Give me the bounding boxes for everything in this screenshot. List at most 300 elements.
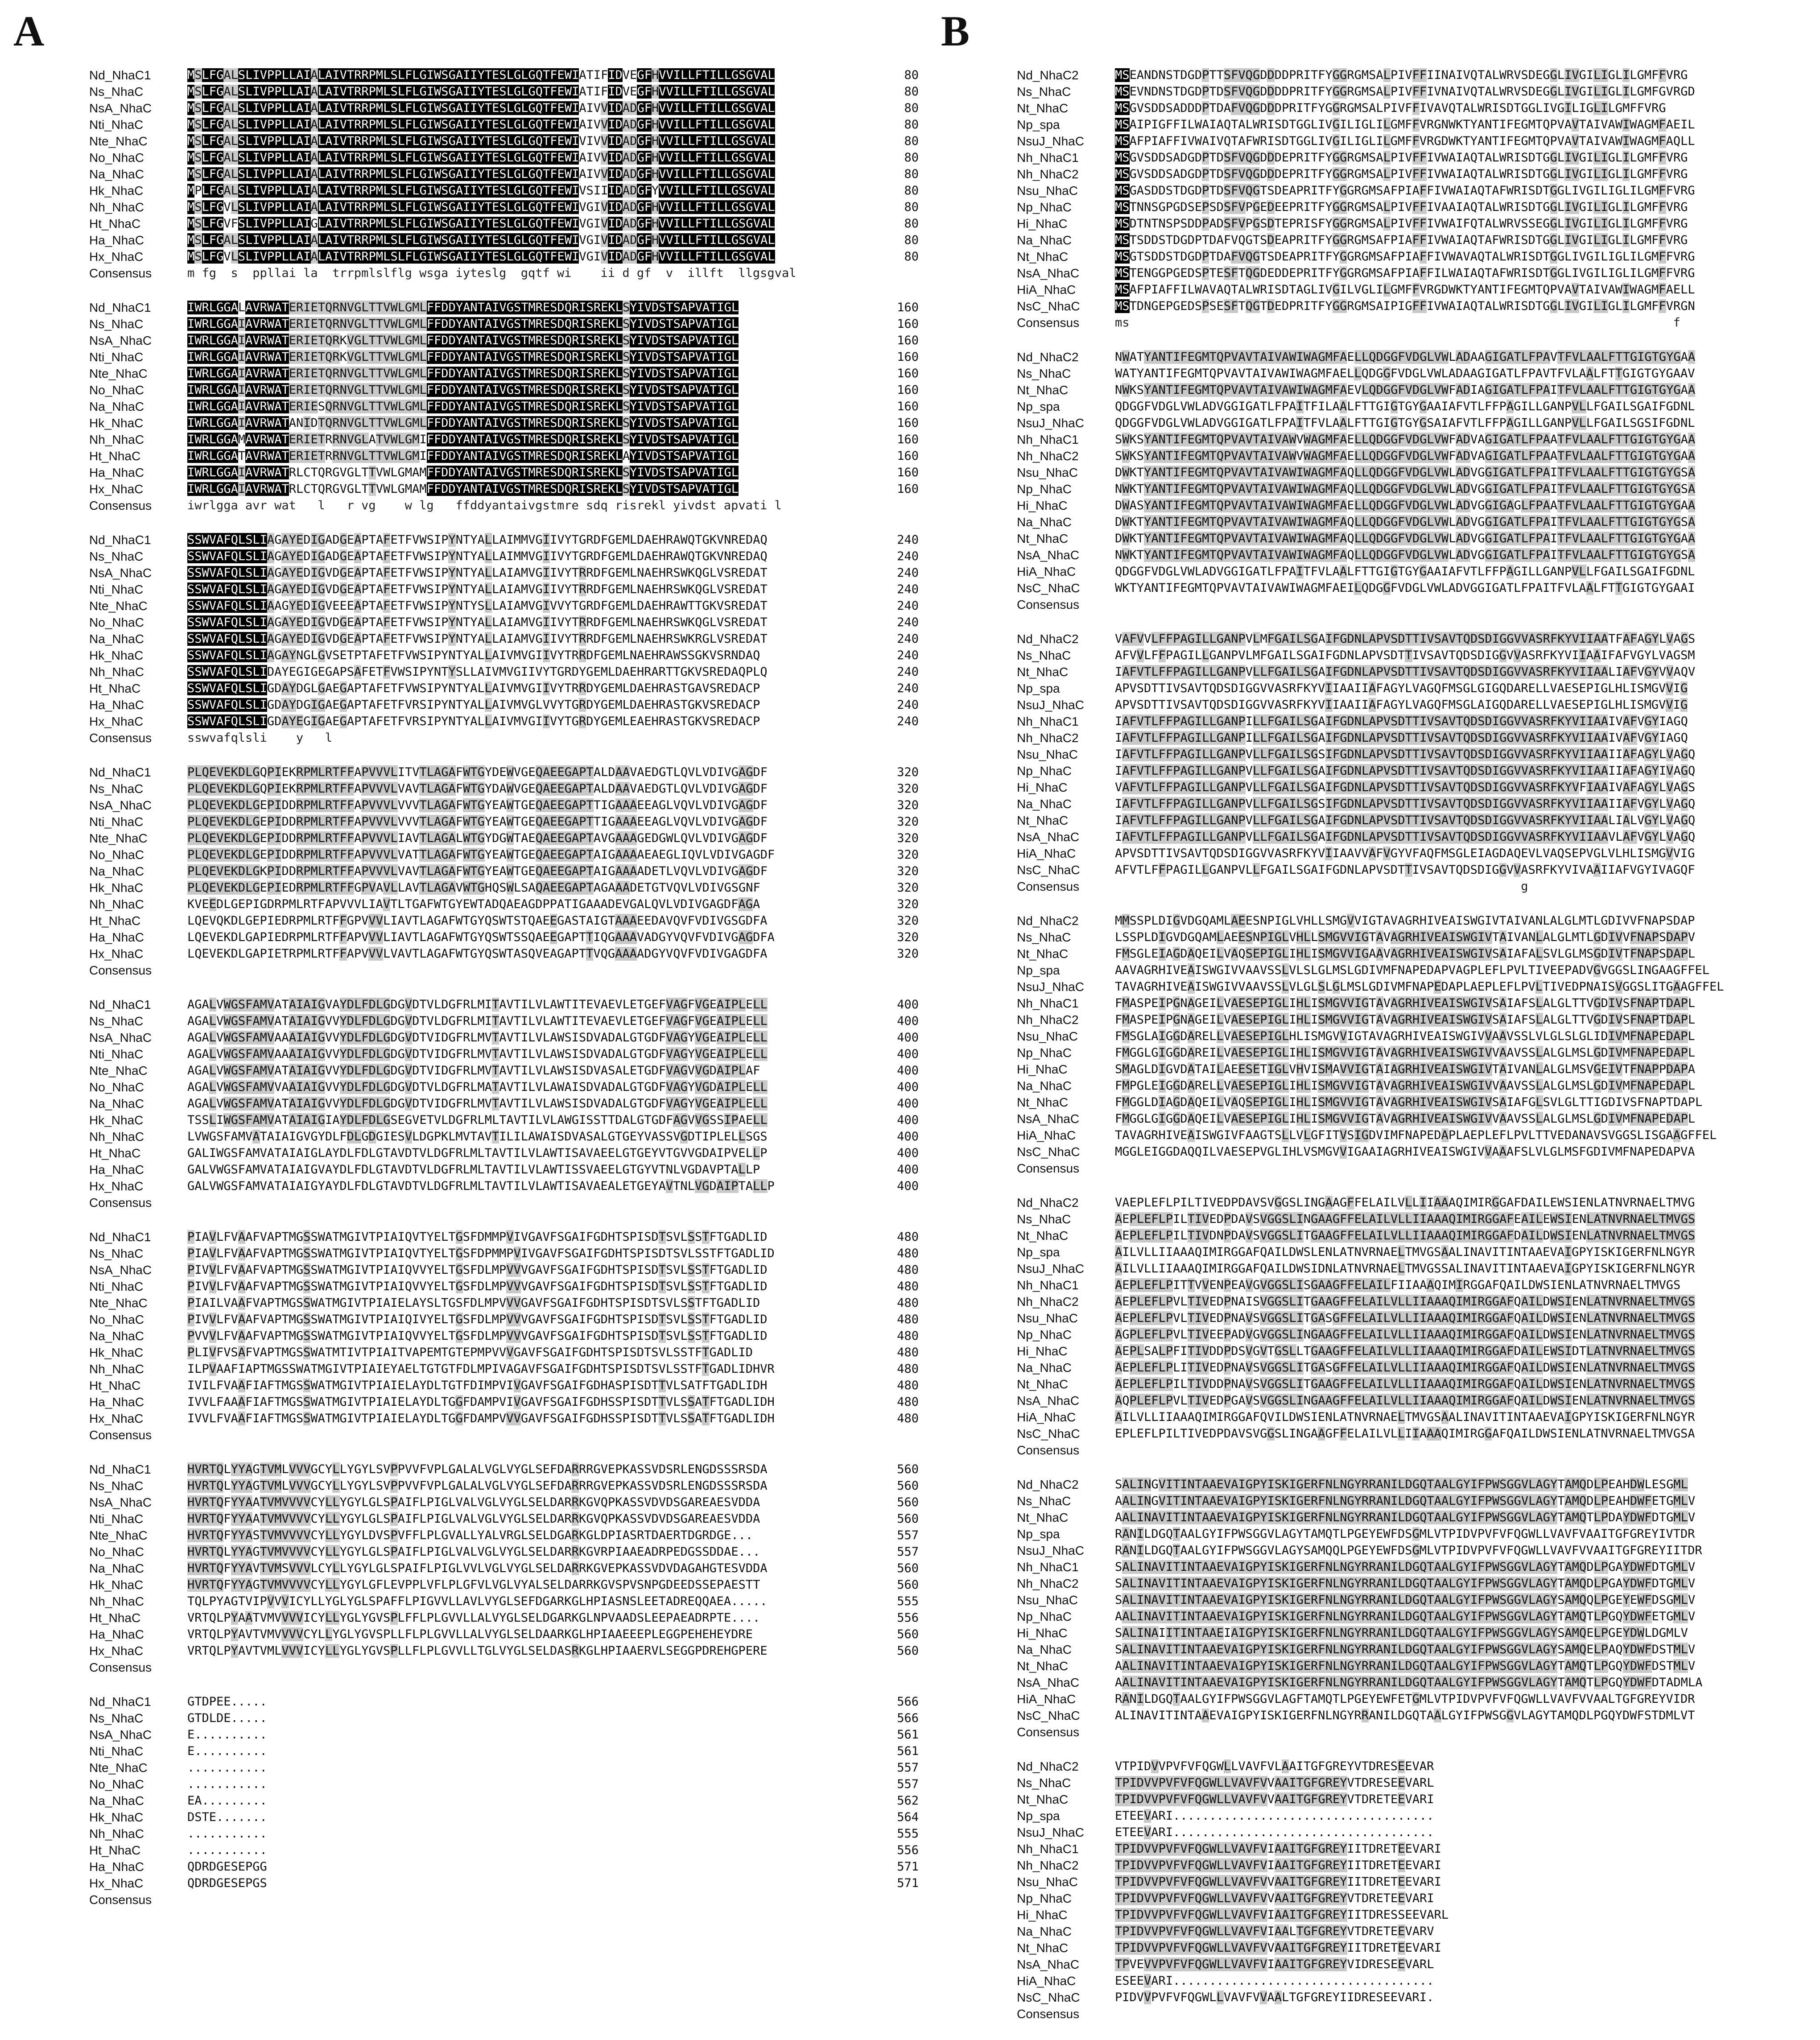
sequence-position — [1793, 1775, 1820, 1791]
sequence-name: Nh_NhaC2 — [1017, 1577, 1079, 1590]
sequence-row — [1017, 116, 1820, 133]
consensus-label: Consensus — [89, 499, 152, 512]
sequence-residues: PIAVLFVAAFVAPTMGSSWATMGIVTPIAIQVTYELTGSFDPMMPVIVGAVFSGAIFGDHTSPISDTSVLSSTFTGADLID — [187, 1247, 775, 1260]
sequence-row — [1017, 563, 1820, 580]
sequence-name: Nd_NhaC2 — [1017, 68, 1079, 82]
sequence-row — [89, 1410, 919, 1427]
sequence-residues: PIAILVAAFVAPTMGSSWATMGIVTPIAIELAYSLTGSFDLMPVVVGAVFSGAIFGDHTSPISDTSVLSSTFTGADLID — [187, 1296, 760, 1310]
sequence-row — [1017, 1211, 1820, 1227]
sequence-row — [89, 1743, 919, 1759]
sequence-position: 320 — [897, 864, 919, 878]
sequence-name: Hx_NhaC — [89, 1412, 144, 1425]
sequence-position: 80 — [904, 85, 919, 99]
sequence-position — [1793, 1310, 1820, 1326]
sequence-residues: HVRTQFYYAVTVMSVVVLCYLLYGYLGLSPAIFLPIGLVVLVGLVYGLSELDARRKGVEPKASSVDVDAGAHGTESVDDA — [187, 1561, 768, 1575]
sequence-row — [1017, 1758, 1820, 1775]
sequence-position — [1793, 1012, 1820, 1028]
sequence-row — [89, 1560, 919, 1577]
sequence-position — [1793, 1061, 1820, 1078]
sequence-residues: NWATYANTIFEGMTQPVAVTAIVAWIWAGMFAELLQDGGFVDGLVWLADAAGIGATLFPAVTFVLAALFTTGIGTGYGAA — [1115, 350, 1696, 364]
sequence-name: Nt_NhaC — [1017, 1941, 1069, 1955]
sequence-residues: IAFVTLFFPAGILLGANPVLLFGAILSGAIFGDNLAPVSDTTIVSAVTQDSDIGGVVASRFKYVIIAALIAFVGYVVAQV — [1115, 665, 1696, 679]
sequence-position: 480 — [897, 1230, 919, 1244]
sequence-residues: PLQEVEKDLGQPIEKRPMLRTFFAPVVVLVAVTLAGAFWTGYDAWVGEQAEEGAPTALDAAVAEDGTLQVLVDIVGAGDF — [187, 782, 768, 796]
sequence-residues: FMASPEIPGNAGEILVAESEPIGLIHLISMGVVIGTAVAGRHIVEAISWGIVSAIAFSLALGLTTVGDIVSFNAPTDAPL — [1115, 1013, 1696, 1027]
sequence-name: Hk_NhaC — [89, 184, 144, 198]
sequence-row — [1017, 1326, 1820, 1343]
sequence-row — [89, 1544, 919, 1560]
alignment-block — [89, 67, 919, 281]
sequence-position: 80 — [904, 200, 919, 214]
sequence-name: Nti_NhaC — [89, 1280, 144, 1293]
sequence-position: 160 — [897, 383, 919, 397]
alignment-block — [1017, 631, 1820, 895]
alignment-block — [89, 1461, 919, 1676]
sequence-row — [1017, 929, 1820, 946]
sequence-residues: MSTDNGEPGEDSPSESFTQGTDEDPRITFYGGRGMSAIPIGFFIVWAIAQTALWRISDTGGLIVGILIGLILGMFFVRGN — [1115, 299, 1695, 313]
sequence-row — [89, 1759, 919, 1776]
sequence-position: 560 — [897, 1479, 919, 1493]
sequence-position: 80 — [904, 134, 919, 148]
sequence-row — [89, 166, 919, 182]
consensus-row — [89, 1891, 919, 1908]
alignment-block — [1017, 67, 1820, 331]
sequence-position: 400 — [897, 1047, 919, 1061]
sequence-position: 320 — [897, 798, 919, 812]
sequence-position — [1793, 1758, 1820, 1775]
sequence-name: NsA_NhaC — [89, 566, 152, 580]
sequence-row — [1017, 763, 1820, 779]
sequence-position — [1793, 398, 1820, 415]
sequence-residues: DWKTYANTIFEGMTQPVAVTAIVAWIWAGMFAQLLQDGGFVDGLVWLADVGGIGATLFPAITFVLAALFTTGIGTGYGAA — [1115, 532, 1696, 545]
sequence-position — [1793, 481, 1820, 497]
sequence-row — [89, 1710, 919, 1726]
sequence-name: Ns_NhaC — [89, 1479, 144, 1493]
sequence-row — [89, 1128, 919, 1145]
sequence-residues: ........... — [187, 1761, 267, 1775]
sequence-name: Nd_NhaC1 — [89, 1462, 151, 1476]
sequence-residues: IAFVTLFFPAGILLGANPVLLFGAILSGAIFGDNLAPVSDTTIVSAVTQDSDIGGVVASRFKYVIIAAVLAFVGYLVAGQ — [1115, 830, 1696, 844]
sequence-position: 480 — [897, 1280, 919, 1293]
sequence-residues: NWKTYANTIFEGMTQPVAVTAIVAWIWAGMFAQLLQDGGFVDGLVWLADVGGIGATLFPAITFVLAALFTTGIGTGYGSA — [1115, 548, 1696, 562]
sequence-residues: HVRTQFYYAGTVMVVVVCYLLYGYLGFLEVPPLVFLPLGFVLVGLVYALSELDARRKGVSPVSNPGDEEDSSEPAESTT — [187, 1578, 760, 1592]
sequence-residues: APVSDTTIVSAVTQDSDIGGVVASRFKYVIIAAIIAFAGYLVAGQFMSGLAIGQDARELLVAESEPIGLHLISMGVVIG — [1115, 698, 1688, 712]
sequence-residues: AGPLEFLPVLTIVEEPADVGVGGSLINGAAGFFELAILVLLIIAAAQIMIRGGAFQAILDWSIENLATNVRNAELTMVGS — [1115, 1328, 1696, 1342]
sequence-row — [89, 1262, 919, 1278]
sequence-position: 320 — [897, 914, 919, 928]
sequence-position — [1793, 1707, 1820, 1724]
sequence-row — [1017, 215, 1820, 232]
sequence-row — [89, 1858, 919, 1875]
sequence-row — [1017, 481, 1820, 497]
sequence-row — [89, 1610, 919, 1626]
sequence-position — [1793, 563, 1820, 580]
sequence-position — [1793, 1973, 1820, 1989]
sequence-position: 320 — [897, 881, 919, 895]
sequence-row — [1017, 67, 1820, 83]
sequence-position: 80 — [904, 217, 919, 231]
sequence-residues: QDRDGESEPGG — [187, 1860, 267, 1874]
sequence-row — [89, 1842, 919, 1858]
sequence-name: No_NhaC — [89, 848, 144, 862]
sequence-name: Np_spa — [1017, 1245, 1060, 1259]
sequence-row — [1017, 1078, 1820, 1094]
sequence-name: Hk_NhaC — [89, 648, 144, 662]
sequence-position: 240 — [897, 615, 919, 629]
consensus-sequence: ms f — [1115, 316, 1680, 330]
sequence-residues: AALINAVITINTAAEVAIGPYISKIGERFNLNGYRRANILDGQTAALGYIFPWSGGVLAGYTAMQTLPGQYDWFETGMLV — [1115, 1610, 1696, 1623]
sequence-position: 480 — [897, 1296, 919, 1310]
sequence-position — [1793, 1359, 1820, 1376]
sequence-position: 320 — [897, 947, 919, 961]
sequence-position: 160 — [897, 367, 919, 380]
sequence-residues: IVVLFVAAFIAFTMGSSWATMGIVTPIAIELAYDLTGGFDAMPVVVGAVFSGAIFGDHSSPISDTTVLSSATFTGADLIDH — [187, 1412, 775, 1425]
sequence-name: Ha_NhaC — [89, 1627, 144, 1641]
sequence-row — [1017, 1227, 1820, 1244]
sequence-row — [1017, 1608, 1820, 1625]
sequence-row — [1017, 1343, 1820, 1359]
sequence-residues: AEPLEFLPITTVVENPEAVGVGGSLISGAAGFFELAILFIIAAAQIMIRGGAFQAILDWSIENLATNVRNAELTMVGS — [1115, 1278, 1681, 1292]
sequence-name: HiA_NhaC — [1017, 847, 1076, 860]
consensus-row — [89, 730, 919, 746]
sequence-row — [89, 1377, 919, 1394]
sequence-position — [1793, 631, 1820, 647]
consensus-sequence: m fg s ppllai la trrpmlslflg wsga iyteslg gqtf wi ii d gf v illft llgsgval — [187, 266, 797, 280]
sequence-residues: VRTQLPYAATVMVVVVICYLLYGLYGVSPLFFLPLGVVLLALVYGLSELDGARKGLNPVAADSLEEPAEADRPTE.... — [187, 1611, 760, 1625]
sequence-name: Nh_NhaC1 — [1017, 1560, 1079, 1574]
consensus-row — [89, 1659, 919, 1676]
sequence-position — [1793, 1028, 1820, 1045]
sequence-name: NsuJ_NhaC — [1017, 134, 1084, 148]
panel-b — [928, 0, 1820, 2021]
sequence-row — [1017, 199, 1820, 215]
sequence-name: NsA_NhaC — [89, 334, 152, 347]
sequence-row — [1017, 530, 1820, 547]
sequence-row — [1017, 1061, 1820, 1078]
sequence-residues: ALINAVITINTAAEVAIGPYISKIGERFNLNGYRRANILDGQTAALGYIFPWSGGVLAGYTAMQDLPGQYDWFSTDMLVT — [1115, 1709, 1695, 1722]
sequence-row — [89, 1161, 919, 1178]
consensus-label: Consensus — [1017, 2007, 1080, 2021]
sequence-residues: AGALVWGSFAMVAAAIAIGVVYDLFDLGDGVDTVIDGFRLMVTAVTILVLAWSISDVADALGTGDFVAGYVGEAIPLELL — [187, 1047, 768, 1061]
sequence-position — [1793, 1392, 1820, 1409]
sequence-residues: TPIDVVPVFVFQGWLLVAVFVIAAITGFGREYIITDRESSEEVARL — [1115, 1908, 1449, 1922]
sequence-row — [1017, 83, 1820, 100]
sequence-residues: FMGGLGIGGDAQEILVAESEPIGLIHLISMGVVIGTAVAGRHIVEAISWGIVVAAVSSLALGLMSLGDIVMFNAPEDAPL — [1115, 1112, 1696, 1126]
sequence-name: Na_NhaC — [89, 1561, 144, 1575]
sequence-position: 566 — [897, 1695, 919, 1709]
consensus-row — [1017, 596, 1820, 613]
sequence-position: 80 — [904, 250, 919, 264]
sequence-row — [89, 365, 919, 382]
sequence-residues: FMGGLDIAGDAQEILVAQSEPIGLIHLISMGVVIGTAVAGRHIVEAISWGIVSAIAFGLSVLGLTTIGDIVSFNAPTDAPL — [1115, 1095, 1703, 1109]
sequence-name: Np_spa — [1017, 1809, 1060, 1823]
sequence-name: Ht_NhaC — [89, 1146, 141, 1160]
sequence-row — [89, 100, 919, 116]
sequence-residues: SSWVAFQLSLIAGAYEDIGVDGEAPTAFETFVWSIPYNTYALLAIAMVGIIVYTRRDFGEMLNAEHRSWKQGLVSREDAT — [187, 566, 768, 580]
sequence-row — [1017, 547, 1820, 563]
sequence-residues: MSLFGVFSLIVPPLLAIGLAIVTRRPMLSLFLGIWSGAIIYTESLGLGQTFEWIVGIVIDADGFHVVILLFTILLGSGVAL — [187, 217, 775, 231]
sequence-row — [89, 1095, 919, 1112]
sequence-row — [1017, 1973, 1820, 1989]
sequence-position: 240 — [897, 698, 919, 712]
sequence-residues: MSLFGVLSLIVPPLLAIALAIVTRRPMLSLFLGIWSGAIIYTESLGLGQTFEWIVGIVIDADGFHVVILLFTILLGSGVAL — [187, 250, 775, 264]
sequence-residues: MSGASDDSTDGDPTDSFVQGTSDEAPRITFYGGRGMSAFPIAFFIVWAIAQTAFWRISDTGGLIVGILIGLILGMFFVRG — [1115, 184, 1695, 198]
sequence-position — [1793, 647, 1820, 664]
sequence-name: Na_NhaC — [1017, 1361, 1072, 1375]
sequence-position: 240 — [897, 533, 919, 547]
sequence-row — [89, 1511, 919, 1527]
consensus-label: Consensus — [89, 963, 152, 977]
sequence-row — [89, 713, 919, 730]
sequence-position: 480 — [897, 1379, 919, 1392]
sequence-position: 240 — [897, 632, 919, 646]
sequence-row — [1017, 1707, 1820, 1724]
sequence-position — [1793, 1641, 1820, 1658]
sequence-residues: AILVLLIIAAAQIMIRGGAFQAILDWSLENLATNVRNAELTMVGSAALINAVITINTAAEVAIGPYISKIGERFNLNGYR — [1115, 1245, 1695, 1259]
consensus-row — [1017, 1160, 1820, 1177]
sequence-residues: AILVLLIIAAAQIMIRGGAFQAILDWSIDNLATNVRNAELTMVGSSALINAVITINTAAEVAIGPYISKIGERFNLNGYR — [1115, 1262, 1695, 1276]
sequence-position: 400 — [897, 1031, 919, 1045]
sequence-position: 80 — [904, 118, 919, 132]
sequence-row — [89, 464, 919, 481]
sequence-name: Np_spa — [1017, 1527, 1060, 1541]
sequence-position — [1793, 448, 1820, 464]
sequence-position: 240 — [897, 599, 919, 613]
sequence-name: Hx_NhaC — [89, 1876, 144, 1890]
sequence-name: Nh_NhaC — [89, 897, 144, 911]
sequence-residues: DSTE....... — [187, 1810, 267, 1824]
sequence-name: Np_NhaC — [1017, 764, 1072, 778]
sequence-residues: FMGGLGIGGDAREILVAESEPIGLIHLISMGVVIGTAVAGRHIVEAISWGIVVAAVSSLALGLMSLGDIVMFNAPEDAPL — [1115, 1046, 1696, 1060]
sequence-position: 557 — [897, 1545, 919, 1559]
sequence-residues: AEPLEFLPILTIVDDPNAVSVGGSLITGAAGFFELAILVLLIIAAAQIMIRGGAFQAILDWSIENLATNVRNAELTMVGS — [1115, 1377, 1696, 1391]
consensus-label: Consensus — [1017, 880, 1080, 893]
sequence-residues: HVRTQLYYAGTVMLVVVGCYLLYGYLSVPPVVFVPLGALALVGLVYGLSEFDARRRGVEPKASSVDSRLENGDSSSRSDA — [187, 1462, 768, 1476]
sequence-position — [1793, 116, 1820, 133]
sequence-name: Nt_NhaC — [1017, 1095, 1069, 1109]
sequence-position — [1793, 1575, 1820, 1592]
sequence-position — [1793, 133, 1820, 149]
sequence-residues: RANILDGQTAALGYIFPWSGGVLAGYSAMQQLPGEYEWFDSGMLVTPIDVPVFVFQGWLLVAVFVVAAITGFGREYIITDR — [1115, 1544, 1702, 1557]
sequence-row — [1017, 995, 1820, 1012]
sequence-residues: DWASYANTIFEGMTQPVAVTAIVAWIWAGMFAELLQDGGFVDGLVWLADVGGIGAGLFPAATFVLAALFTTGIGTGYGAA — [1115, 499, 1696, 512]
sequence-residues: TPIDVVPVFVFQGWLLVAVFVVAAITGFGREYIITDRETEEVARI — [1115, 1941, 1441, 1955]
sequence-position — [1793, 779, 1820, 796]
sequence-name: Nte_NhaC — [89, 367, 148, 380]
sequence-residues: PLQEVEKDLGEPIDDRPMLRTFFAPVVVLVVVTLAGAFWTGYEAWTGEQAEEGAPTTIGAAAEEAGLVQVLVDIVGAGDF — [187, 798, 768, 812]
sequence-row — [89, 299, 919, 316]
sequence-name: Hk_NhaC — [89, 416, 144, 430]
sequence-residues: MSLFGALSLIVPPLLAIALAIVTRRPMLSLFLGIWSGAIIYTESLGLGQTFEWIAIVVIDADGFHVVILLFTILLGSGVAL — [187, 167, 775, 181]
sequence-row — [1017, 1641, 1820, 1658]
sequence-name: Nh_NhaC1 — [1017, 151, 1079, 165]
sequence-residues: SSWVAFQLSLIAGAYNGLGVSETPTAFETFVWSIPYNTYALLAIVMVGIIVYTRRDFGEMLNAEHRAWSSGKVSRNDAQ — [187, 648, 760, 662]
sequence-position — [1793, 1343, 1820, 1359]
sequence-residues: AEPLSALPFITIVDDPDSVGVTGSLLTGAAGFFELAILVLLIIAAAQIMIRGGAFDAILEWSIDTLATNVRNAELTMVGS — [1115, 1344, 1696, 1358]
sequence-row — [89, 1577, 919, 1593]
sequence-position: 560 — [897, 1644, 919, 1658]
sequence-name: Nti_NhaC — [89, 1047, 144, 1061]
sequence-position — [1793, 1559, 1820, 1575]
sequence-position — [1793, 1542, 1820, 1559]
sequence-name: NsC_NhaC — [1017, 1427, 1080, 1441]
sequence-residues: AILVLLIIAAAQIMIRGGAFQVILDWSIENLATNVRNAELTMVGSAALINAVITINTAAEVAIGPYISKIGERFNLNGYR — [1115, 1410, 1695, 1424]
sequence-name: No_NhaC — [89, 1777, 144, 1791]
sequence-position: 320 — [897, 765, 919, 779]
sequence-name: Np_NhaC — [1017, 1328, 1072, 1342]
consensus-label: Consensus — [1017, 1161, 1080, 1175]
sequence-name: Ns_NhaC — [1017, 648, 1071, 662]
sequence-row — [89, 332, 919, 349]
sequence-residues: ........... — [187, 1843, 267, 1857]
sequence-position: 557 — [897, 1528, 919, 1542]
sequence-row — [1017, 1575, 1820, 1592]
sequence-residues: PLQEVEKDLGKPIDDRPMLRTFFAPVVVLVAVTLAGAFWTGYEAWTGEQAEEGAPTAIGAAAADETLVQVLVDIVGAGDF — [187, 864, 768, 878]
sequence-name: Ha_NhaC — [89, 1860, 144, 1874]
sequence-row — [1017, 1028, 1820, 1045]
sequence-row — [89, 1494, 919, 1511]
sequence-residues: LQEVEKDLGAPIEDRPMLRTFFAPVVVLIAVTLAGAFWTGYQSWTSSQAEEGAPTTIQGAAAVADGYVQVFVDIVGAGDFA — [187, 930, 775, 944]
sequence-name: Na_NhaC — [89, 1329, 144, 1343]
sequence-row — [1017, 812, 1820, 829]
sequence-row — [1017, 298, 1820, 314]
sequence-residues: IWRLGGAIAVRWATERIETQRKVGLTTVWLGMLFFDDYANTAIVGSTMRESDQRISREKLSYIVDSTSAPVATIGL — [187, 350, 739, 364]
sequence-name: Nh_NhaC2 — [1017, 731, 1079, 745]
sequence-position: 562 — [897, 1794, 919, 1808]
sequence-position: 80 — [904, 68, 919, 82]
sequence-residues: AEPLEFLPVLTIVEDPNAISVGGSLITGAAGFFELAILVLLIIAAAQIMIRGGAFQAILDWSIENLATNVRNAELTMVGS — [1115, 1295, 1696, 1309]
sequence-name: Na_NhaC — [89, 167, 144, 181]
sequence-position — [1793, 1045, 1820, 1061]
sequence-residues: IAFVTLFFPAGILLGANPVLLFGAILSGSIFGDNLAPVSDTTIVSAVTQDSDIGGVVASRFKYVIIAAIIAFVGYLVAGQ — [1115, 797, 1696, 811]
sequence-row — [89, 382, 919, 398]
sequence-row — [89, 1245, 919, 1262]
sequence-name: NsC_NhaC — [1017, 581, 1080, 595]
sequence-position — [1793, 1989, 1820, 2006]
sequence-position — [1793, 746, 1820, 763]
sequence-residues: QDGGFVDGLVWLADVGGIGATLFPAITFVLAALFTTGIGTGYGAAIAFVTLFFPAGILLGANPVLLFGAILSGAIFGDNL — [1115, 565, 1695, 578]
sequence-name: NsA_NhaC — [1017, 1394, 1080, 1408]
sequence-name: Nsu_NhaC — [1017, 1311, 1078, 1325]
sequence-name: Nd_NhaC1 — [89, 998, 151, 1012]
sequence-name: Nt_NhaC — [1017, 532, 1069, 545]
consensus-label: Consensus — [1017, 1725, 1080, 1739]
sequence-row — [1017, 448, 1820, 464]
alignment-blocks — [1017, 67, 1820, 2040]
sequence-row — [89, 1361, 919, 1377]
sequence-name: Ns_NhaC — [1017, 367, 1071, 380]
sequence-residues: IWRLGGAMAVRWATERIETRRNVGLATVWLGMIFFDDYANTAIVGSTMRESDQRISREKLSYIVDSTSAPVATIGL — [187, 433, 739, 446]
sequence-position: 320 — [897, 782, 919, 796]
sequence-residues: HVRTQLYYAGTVMLVVVGCYLLYGYLSVPPVVFVPLGALALVGLVYGLSEFDARRRGVEPKASSVDSRLENGDSSSRSDA — [187, 1479, 768, 1493]
consensus-row — [1017, 878, 1820, 895]
sequence-position — [1793, 232, 1820, 248]
sequence-name: Nd_NhaC2 — [1017, 914, 1079, 928]
sequence-name: Ht_NhaC — [89, 1379, 141, 1392]
sequence-name: Nsu_NhaC — [1017, 1593, 1078, 1607]
sequence-residues: VRTQLPYAVTVMVVVVCYLLYGLYGVSPLLFLPLGVVLLALVYGLSELDAARKGLHPIAAEEEPLEGGPEHEHEYDRE — [187, 1627, 753, 1641]
sequence-residues: AGALVWGSFAMVATAIAIGVAYDLFDLGDGVDTVLDGFRLMITAVTILVLAWTITEVAEVLETGEFVAGFVGEAIPLELL — [187, 998, 768, 1012]
sequence-name: Nd_NhaC2 — [1017, 1759, 1079, 1773]
sequence-position — [1793, 763, 1820, 779]
sequence-position: 480 — [897, 1329, 919, 1343]
sequence-position — [1793, 664, 1820, 680]
sequence-residues: RANILDGQTAALGYIFPWSGGVLAGFTAMQTLPGEYEWFETGMLVTPIDVPVFVFQGWLLVAVFVVAALTGFGREYVIDR — [1115, 1692, 1695, 1706]
sequence-row — [1017, 133, 1820, 149]
sequence-row — [89, 1295, 919, 1311]
sequence-name: Ns_NhaC — [1017, 85, 1071, 99]
sequence-residues: IWRLGGAIAVRWATANIDTQRNVGLTTVWLGMLFFDDYANTAIVGSTMRESDQRISREKLSYIVDSTSAPVATIGL — [187, 416, 739, 430]
sequence-row — [89, 814, 919, 830]
sequence-name: NsuJ_NhaC — [1017, 1262, 1084, 1276]
sequence-row — [89, 929, 919, 946]
sequence-position: 400 — [897, 1113, 919, 1127]
sequence-row — [89, 581, 919, 598]
sequence-residues: MSGVSDDSADGDPTDSFVQGDDDEPRITFYGGRGMSALPIVFFIVWAIAQTALWRISDTGGLIVGILIGLILGMFFVRG — [1115, 151, 1688, 165]
sequence-position — [1793, 1194, 1820, 1211]
sequence-position: 240 — [897, 582, 919, 596]
consensus-label: Consensus — [1017, 1443, 1080, 1457]
sequence-row — [1017, 1127, 1820, 1144]
sequence-name: NsA_NhaC — [89, 1728, 152, 1742]
sequence-row — [1017, 962, 1820, 979]
sequence-name: Na_NhaC — [89, 1097, 144, 1111]
sequence-row — [89, 1792, 919, 1809]
sequence-residues: IVILFVAAFIAFTMGSSWATMGIVTPIAIELAYDLTGTFDIMPVIVGAVFSGAIFGDHASPISDTTVLSATFTGADLIDH — [187, 1379, 768, 1392]
sequence-residues: TPIDVVPVFVFQGWLLVAVFVIAAITGFGREYIITDRETEEVARI — [1115, 1858, 1441, 1872]
sequence-name: Hx_NhaC — [89, 947, 144, 961]
sequence-row — [89, 133, 919, 149]
sequence-residues: FMPGLEIGGDARELLVAESEPIGLIHLISMGVVIGTAVAGRHIVEAISWGIVVAAVSSLALGLMSLGDIVMFNAPEDAPL — [1115, 1079, 1696, 1093]
sequence-residues: SALINAVITINTAAEVAIGPYISKIGERFNLNGYRRANILDGQTAALGYIFPWSGGVLAGYSAMQQLPGEYEWFDSGMLV — [1115, 1593, 1696, 1607]
alignment-block — [1017, 1194, 1820, 1458]
sequence-row — [1017, 1094, 1820, 1111]
sequence-row — [1017, 149, 1820, 166]
sequence-name: Nd_NhaC2 — [1017, 1196, 1079, 1210]
sequence-position — [1793, 166, 1820, 182]
sequence-residues: E.......... — [187, 1744, 267, 1758]
sequence-residues: PLQEVEKDLGQPIEKRPMLRTFFAPVVVLITVTLAGAFWTGYDEWVGEQAEEGAPTALDAAVAEDGTLQVLVDIVGAGDF — [187, 765, 768, 779]
sequence-row — [89, 996, 919, 1013]
sequence-name: Np_spa — [1017, 681, 1060, 695]
sequence-row — [89, 448, 919, 464]
alignment-block — [89, 1229, 919, 1443]
sequence-row — [89, 1328, 919, 1344]
sequence-residues: APVSDTTIVSAVTQDSDIGGVVASRFKYVIIAAIIAFAGYLVAGQFMSGLGIGQDARELLVAESEPIGLHLISMGVVIG — [1115, 681, 1688, 695]
sequence-name: Nh_NhaC — [89, 1594, 144, 1608]
sequence-position: 400 — [897, 1097, 919, 1111]
sequence-position: 560 — [897, 1495, 919, 1509]
sequence-position: 560 — [897, 1578, 919, 1592]
sequence-row — [1017, 829, 1820, 845]
sequence-name: Hx_NhaC — [89, 250, 144, 264]
sequence-name: Ha_NhaC — [89, 698, 144, 712]
sequence-row — [1017, 1509, 1820, 1526]
sequence-residues: RANILDGQTAALGYIFPWSGGVLAGYTAMQTLPGEYEWFDSGMLVTPIDVPVFVFQGWLLVAVFVAAITGFGREYIVTDR — [1115, 1527, 1695, 1541]
sequence-name: NsA_NhaC — [1017, 830, 1080, 844]
sequence-row — [89, 431, 919, 448]
sequence-row — [1017, 248, 1820, 265]
sequence-position — [1793, 1608, 1820, 1625]
sequence-position: 80 — [904, 151, 919, 165]
sequence-row — [1017, 730, 1820, 746]
sequence-name: Hx_NhaC — [89, 714, 144, 728]
sequence-name: Hx_NhaC — [89, 482, 144, 496]
sequence-position — [1793, 812, 1820, 829]
consensus-sequence: g — [1115, 880, 1528, 893]
sequence-row — [89, 1478, 919, 1494]
sequence-position: 400 — [897, 1130, 919, 1144]
